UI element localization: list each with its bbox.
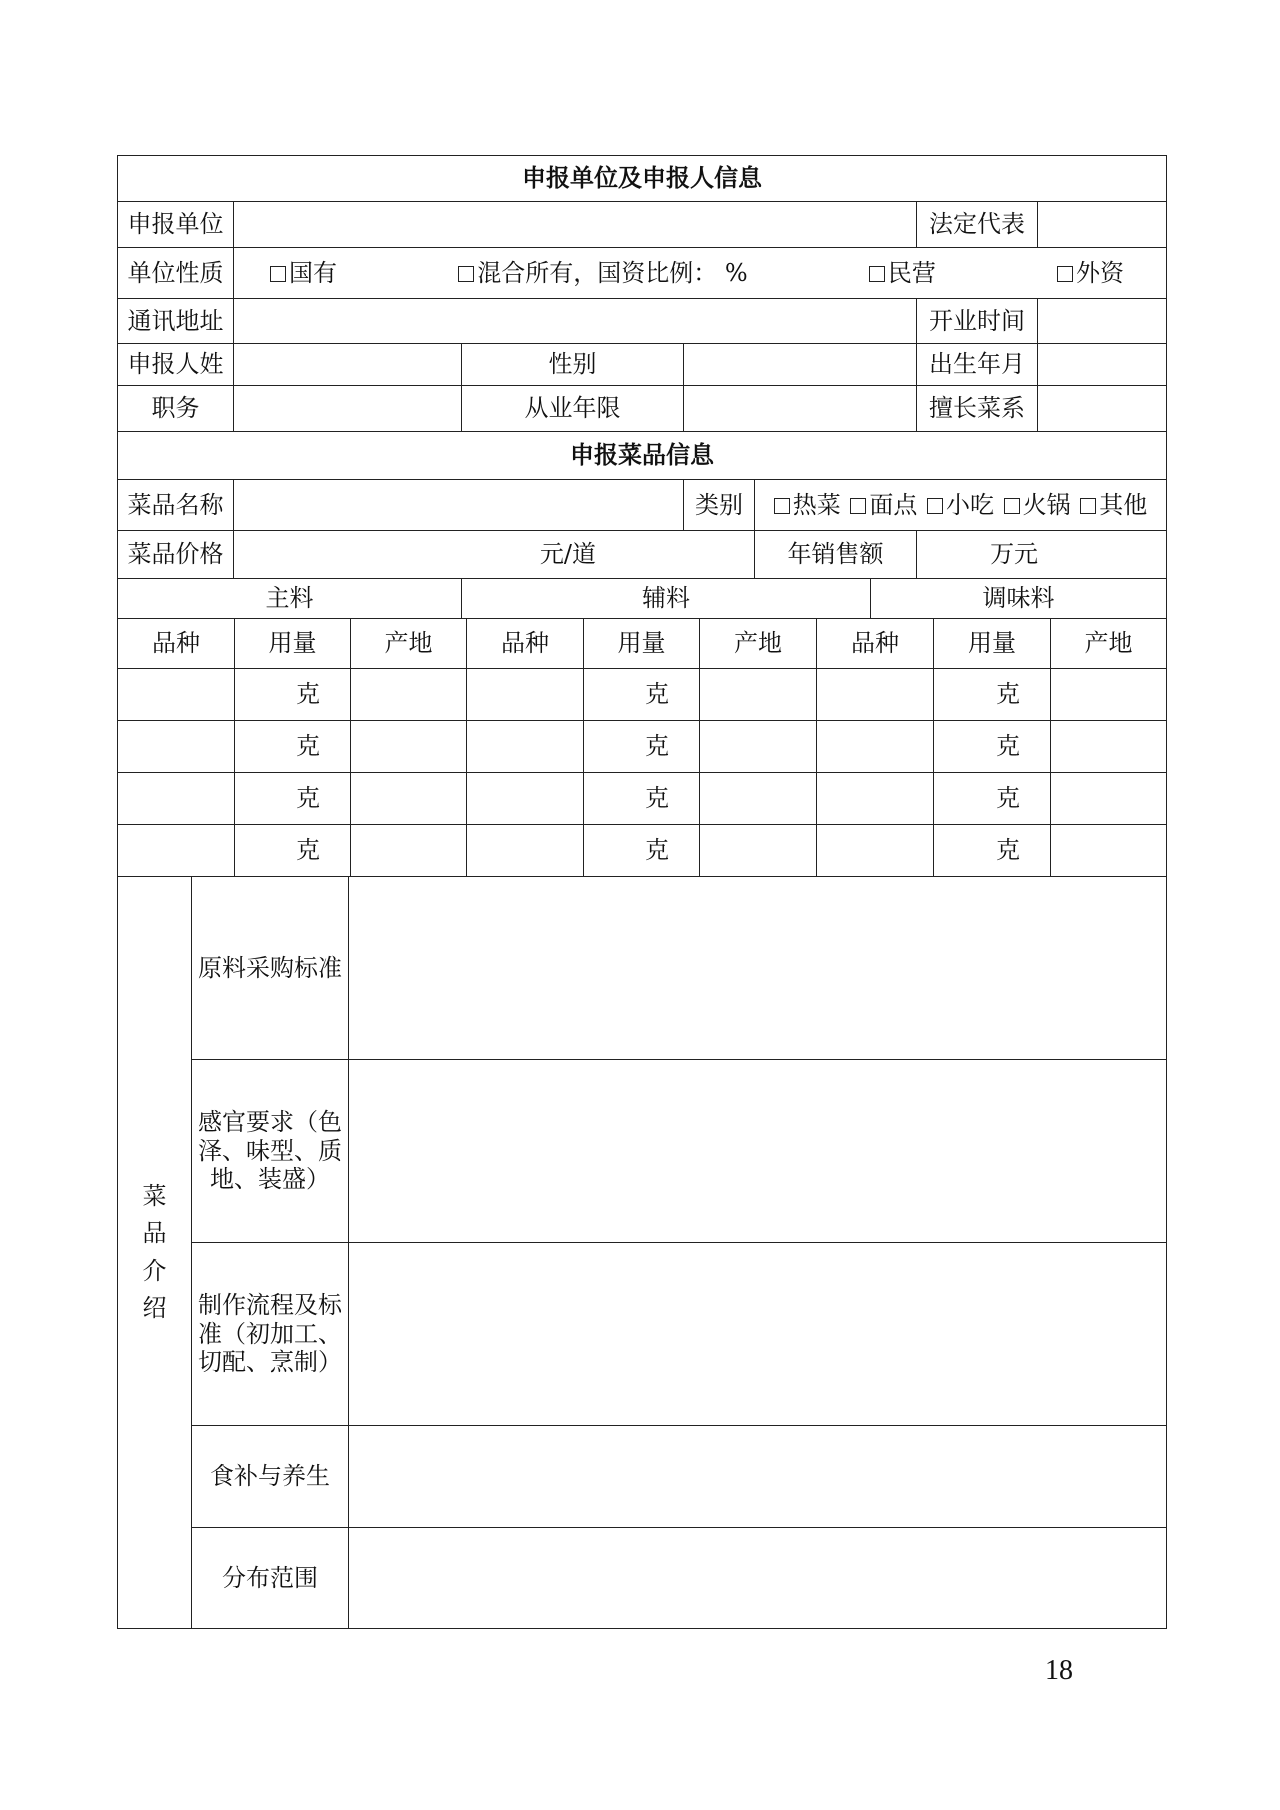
amount-unit: 克 <box>296 784 320 813</box>
amount-field[interactable] <box>934 773 1051 825</box>
sales-unit: 万元 <box>990 540 1039 569</box>
origin-field[interactable] <box>700 721 817 773</box>
variety-field[interactable] <box>118 825 235 877</box>
variety-field[interactable] <box>817 773 934 825</box>
amount-field[interactable] <box>584 773 700 825</box>
sub-header-amount: 用量 <box>584 619 700 669</box>
amount-field[interactable] <box>934 669 1051 721</box>
amount-field[interactable] <box>235 773 351 825</box>
years-label: 从业年限 <box>462 386 684 432</box>
birth-field[interactable] <box>1038 344 1167 386</box>
auxiliary-ingredient-header: 辅料 <box>462 579 871 619</box>
origin-field[interactable] <box>351 773 467 825</box>
address-field[interactable] <box>234 299 917 344</box>
amount-unit: 克 <box>296 732 320 761</box>
checkbox-icon[interactable] <box>1004 498 1020 514</box>
amount-unit: 克 <box>996 836 1020 865</box>
amount-unit: 克 <box>645 680 669 709</box>
sub-header-variety: 品种 <box>467 619 584 669</box>
amount-field[interactable] <box>235 825 351 877</box>
ingredient-row <box>118 669 1167 721</box>
nature-option-foreign[interactable]: 外资 <box>1057 259 1124 288</box>
production-process-field[interactable] <box>349 1243 1167 1426</box>
checkbox-icon[interactable] <box>270 266 286 282</box>
distribution-range-label: 分布范围 <box>192 1528 349 1629</box>
years-field[interactable] <box>684 386 917 432</box>
sensory-requirements-field[interactable] <box>349 1060 1167 1243</box>
variety-field[interactable] <box>817 669 934 721</box>
production-process-label: 制作流程及标准（初加工、切配、烹制） <box>192 1243 349 1426</box>
ingredient-row <box>118 825 1167 877</box>
amount-field[interactable] <box>934 825 1051 877</box>
price-field[interactable] <box>234 531 755 579</box>
variety-field[interactable] <box>118 669 235 721</box>
category-option-hotpot[interactable]: 火锅 <box>1004 491 1071 520</box>
address-label: 通讯地址 <box>118 299 234 344</box>
origin-field[interactable] <box>700 669 817 721</box>
nature-label: 单位性质 <box>118 248 234 299</box>
sub-header-amount: 用量 <box>934 619 1051 669</box>
page-number: 18 <box>1045 1655 1073 1686</box>
nature-option-mixed[interactable]: 混合所有，国资比例： % <box>458 259 747 288</box>
section2-title: 申报菜品信息 <box>118 432 1167 480</box>
ingredient-row <box>118 721 1167 773</box>
sub-header-variety: 品种 <box>817 619 934 669</box>
legal-rep-label: 法定代表 <box>917 202 1038 248</box>
legal-rep-field[interactable] <box>1038 202 1167 248</box>
sales-label: 年销售额 <box>755 531 917 579</box>
amount-unit: 克 <box>996 732 1020 761</box>
amount-field[interactable] <box>584 669 700 721</box>
category-option-snack[interactable]: 小吃 <box>927 491 994 520</box>
origin-field[interactable] <box>351 825 467 877</box>
amount-unit: 克 <box>996 784 1020 813</box>
amount-field[interactable] <box>235 721 351 773</box>
procurement-standard-field[interactable] <box>349 877 1167 1060</box>
ingredient-row <box>118 773 1167 825</box>
applicant-name-label: 申报人姓 <box>118 344 234 386</box>
amount-field[interactable] <box>235 669 351 721</box>
checkbox-icon[interactable] <box>850 498 866 514</box>
origin-field[interactable] <box>351 721 467 773</box>
price-label: 菜品价格 <box>118 531 234 579</box>
section1-title: 申报单位及申报人信息 <box>118 156 1167 202</box>
sensory-requirements-label: 感官要求（色泽、味型、质地、装盛） <box>192 1060 349 1243</box>
sub-header-origin: 产地 <box>700 619 817 669</box>
variety-field[interactable] <box>118 721 235 773</box>
amount-field[interactable] <box>584 721 700 773</box>
opening-time-field[interactable] <box>1038 299 1167 344</box>
category-label: 类别 <box>684 480 755 531</box>
nature-option-state-owned[interactable]: 国有 <box>270 259 337 288</box>
seasoning-header: 调味料 <box>871 579 1167 619</box>
gender-field[interactable] <box>684 344 917 386</box>
sales-field[interactable] <box>917 531 1167 579</box>
cuisine-label: 擅长菜系 <box>917 386 1038 432</box>
checkbox-icon[interactable] <box>1080 498 1096 514</box>
amount-unit: 克 <box>296 836 320 865</box>
gender-label: 性别 <box>462 344 684 386</box>
unit-label: 申报单位 <box>118 202 234 248</box>
category-option-pastry[interactable]: 面点 <box>850 491 917 520</box>
origin-field[interactable] <box>1051 721 1167 773</box>
amount-unit: 克 <box>996 680 1020 709</box>
position-field[interactable] <box>234 386 462 432</box>
checkbox-icon[interactable] <box>927 498 943 514</box>
application-form-table <box>117 155 1167 619</box>
variety-field[interactable] <box>118 773 235 825</box>
origin-field[interactable] <box>1051 773 1167 825</box>
category-options <box>755 480 1167 531</box>
checkbox-icon[interactable] <box>869 266 885 282</box>
nutrition-wellness-field[interactable] <box>349 1426 1167 1528</box>
variety-field[interactable] <box>467 773 584 825</box>
birth-label: 出生年月 <box>917 344 1038 386</box>
checkbox-icon[interactable] <box>1057 266 1073 282</box>
sub-header-origin: 产地 <box>351 619 467 669</box>
dish-intro-side-label: 菜 品 介 绍 <box>118 877 192 1629</box>
variety-field[interactable] <box>467 669 584 721</box>
opening-time-label: 开业时间 <box>917 299 1038 344</box>
origin-field[interactable] <box>700 825 817 877</box>
variety-field[interactable] <box>467 721 584 773</box>
amount-field[interactable] <box>584 825 700 877</box>
sub-header-origin: 产地 <box>1051 619 1167 669</box>
sub-header-variety: 品种 <box>118 619 235 669</box>
origin-field[interactable] <box>1051 669 1167 721</box>
category-option-hot-dish[interactable]: 热菜 <box>774 491 841 520</box>
nature-options <box>234 248 1167 299</box>
checkbox-icon[interactable] <box>458 266 474 282</box>
cuisine-field[interactable] <box>1038 386 1167 432</box>
main-ingredient-header: 主料 <box>118 579 462 619</box>
variety-field[interactable] <box>817 721 934 773</box>
dish-intro-table <box>117 876 1167 1629</box>
sub-header-amount: 用量 <box>235 619 351 669</box>
origin-field[interactable] <box>351 669 467 721</box>
amount-unit: 克 <box>645 732 669 761</box>
amount-field[interactable] <box>934 721 1051 773</box>
unit-field[interactable] <box>234 202 917 248</box>
variety-field[interactable] <box>467 825 584 877</box>
dish-name-label: 菜品名称 <box>118 480 234 531</box>
amount-unit: 克 <box>296 680 320 709</box>
nutrition-wellness-label: 食补与养生 <box>192 1426 349 1528</box>
nature-option-private[interactable]: 民营 <box>869 259 936 288</box>
variety-field[interactable] <box>817 825 934 877</box>
amount-unit: 克 <box>645 784 669 813</box>
distribution-range-field[interactable] <box>349 1528 1167 1629</box>
checkbox-icon[interactable] <box>774 498 790 514</box>
dish-name-field[interactable] <box>234 480 684 531</box>
category-option-other[interactable]: 其他 <box>1080 491 1147 520</box>
price-unit: 元/道 <box>539 540 596 569</box>
origin-field[interactable] <box>1051 825 1167 877</box>
amount-unit: 克 <box>645 836 669 865</box>
origin-field[interactable] <box>700 773 817 825</box>
position-label: 职务 <box>118 386 234 432</box>
ingredient-table <box>117 618 1167 877</box>
procurement-standard-label: 原料采购标准 <box>192 877 349 1060</box>
applicant-name-field[interactable] <box>234 344 462 386</box>
